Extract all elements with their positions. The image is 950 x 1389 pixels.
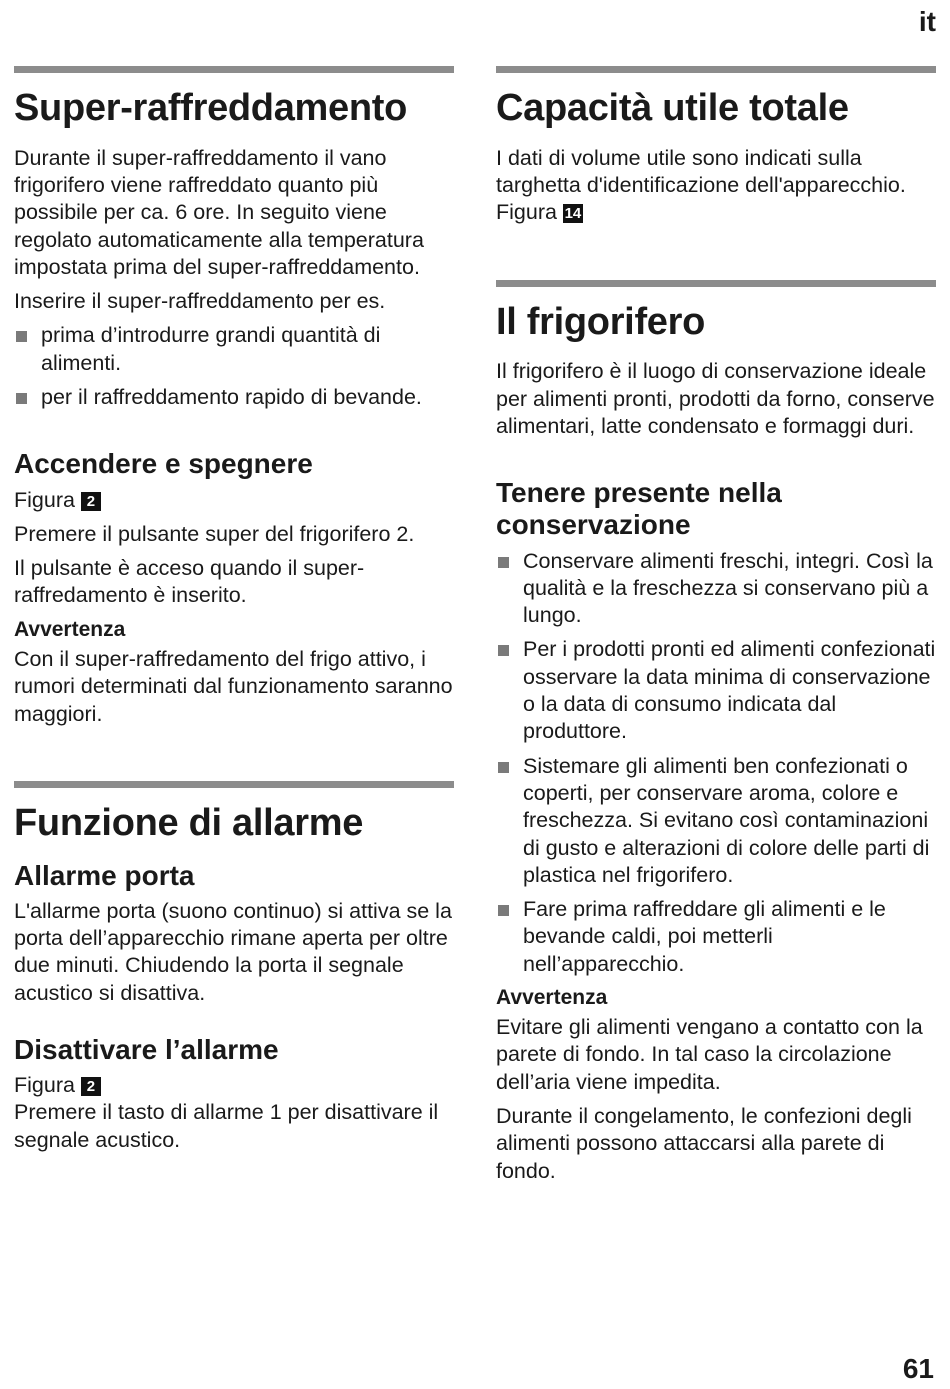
paragraph: Premere il tasto di allarme 1 per disattivare il segnale acustico. [14,1100,439,1152]
square-bullet-icon [498,762,509,773]
section-rule [14,781,454,788]
list-item-text: Conservare alimenti freschi, integri. Così la qualità e la freschezza si conservano più a lungo. [523,548,933,628]
list-item [14,384,454,411]
figure-reference [14,1072,454,1099]
paragraph: Il pulsante è acceso quando il super-raffredamento è inserito. [14,556,365,608]
section-title-funzione-allarme: Funzione di allarme [14,801,364,844]
section-rule [496,280,936,287]
square-bullet-icon [16,393,27,404]
list-item-text: prima d’introdurre grandi quantità di alimenti. [41,323,381,375]
bullet-list [14,322,454,411]
subsection-title-allarme-porta: Allarme porta [14,859,195,891]
section-title-capacita: Capacità utile totale [496,87,849,129]
subsection-title-accendere: Accendere e spegnere [14,448,313,480]
section-rule [496,66,936,73]
list-item [496,548,936,630]
note-title: Avvertenza [14,617,126,641]
figure-number-badge: 2 [81,1077,101,1096]
paragraph [496,145,936,227]
paragraph: Premere il pulsante super del frigorifero 2. [14,521,415,546]
right-column [496,66,936,1192]
list-item [496,753,936,889]
list-item-text: Fare prima raffreddare gli alimenti e le bevande caldi, poi metterli nell’apparecchio. [523,897,886,976]
note-text: Evitare gli alimenti vengano a contatto con la parete di fondo. In tal caso la circolazione dell’aria viene impedita. [496,1015,923,1094]
square-bullet-icon [498,557,509,568]
note-text: Durante il congelamento, le confezioni degli alimenti possono attaccarsi alla parete di fondo. [496,1104,912,1183]
list-item [496,896,936,978]
list-item-text: Per i prodotti pronti ed alimenti confezionati osservare la data minima di conservazione o la data di consumo indicata dal produttore. [523,637,936,744]
square-bullet-icon [498,645,509,656]
subsection-title-disattivare: Disattivare l’allarme [14,1033,279,1065]
capacita-text: I dati di volume utile sono indicati sulla targhetta d'identificazione dell'apparecchio. Figura [496,145,906,225]
section-rule [14,66,454,73]
note-title: Avvertenza [496,985,608,1009]
figure-reference [14,487,454,514]
left-column [14,66,454,1161]
section-title-super-raffreddamento: Super-raffreddamento [14,87,408,129]
paragraph: Il frigorifero è il luogo di conservazione ideale per alimenti pronti, prodotti da forno, conserve alimentari, latte condensato e formaggi duri. [496,359,935,438]
note-text: Con il super-raffredamento del frigo attivo, i rumori determinati dal funzionamento saranno maggiori. [14,646,453,726]
list-item-text: Sistemare gli alimenti ben confezionati o coperti, per conservare aroma, colore e freschezza. Si evitano così contaminazioni di gusto e alterazioni di colore delle parti di plastica nel frigorifero. [523,753,930,887]
figure-number-badge: 14 [564,205,582,223]
square-bullet-icon [16,331,27,342]
square-bullet-icon [498,905,509,916]
subsection-title-tenere-presente: Tenere presente nella conservazione [496,477,782,541]
section-title-frigorifero: Il frigorifero [496,300,706,343]
list-item-text: per il raffreddamento rapido di bevande. [41,385,422,410]
page-number: 61 [902,1353,934,1384]
figure-number-badge: 2 [81,492,101,511]
figure-label: Figura [14,1073,75,1098]
bullet-list [496,548,936,978]
list-item [14,322,454,377]
paragraph: L'allarme porta (suono continuo) si attiva se la porta dell’apparecchio rimane aperta per oltre due minuti. Chiudendo la porta il segnale acustico si disattiva. [14,898,452,1005]
figure-label: Figura [14,487,75,512]
list-item [496,636,936,745]
paragraph: Inserire il super-raffreddamento per es. [14,289,386,314]
paragraph: Durante il super-raffreddamento il vano frigorifero viene raffreddato quanto più possibile per ca. 6 ore. In seguito viene regolato automaticamente alla temperatura impostata prima del super-raffreddamento. [14,145,424,279]
language-code: it [918,6,936,37]
